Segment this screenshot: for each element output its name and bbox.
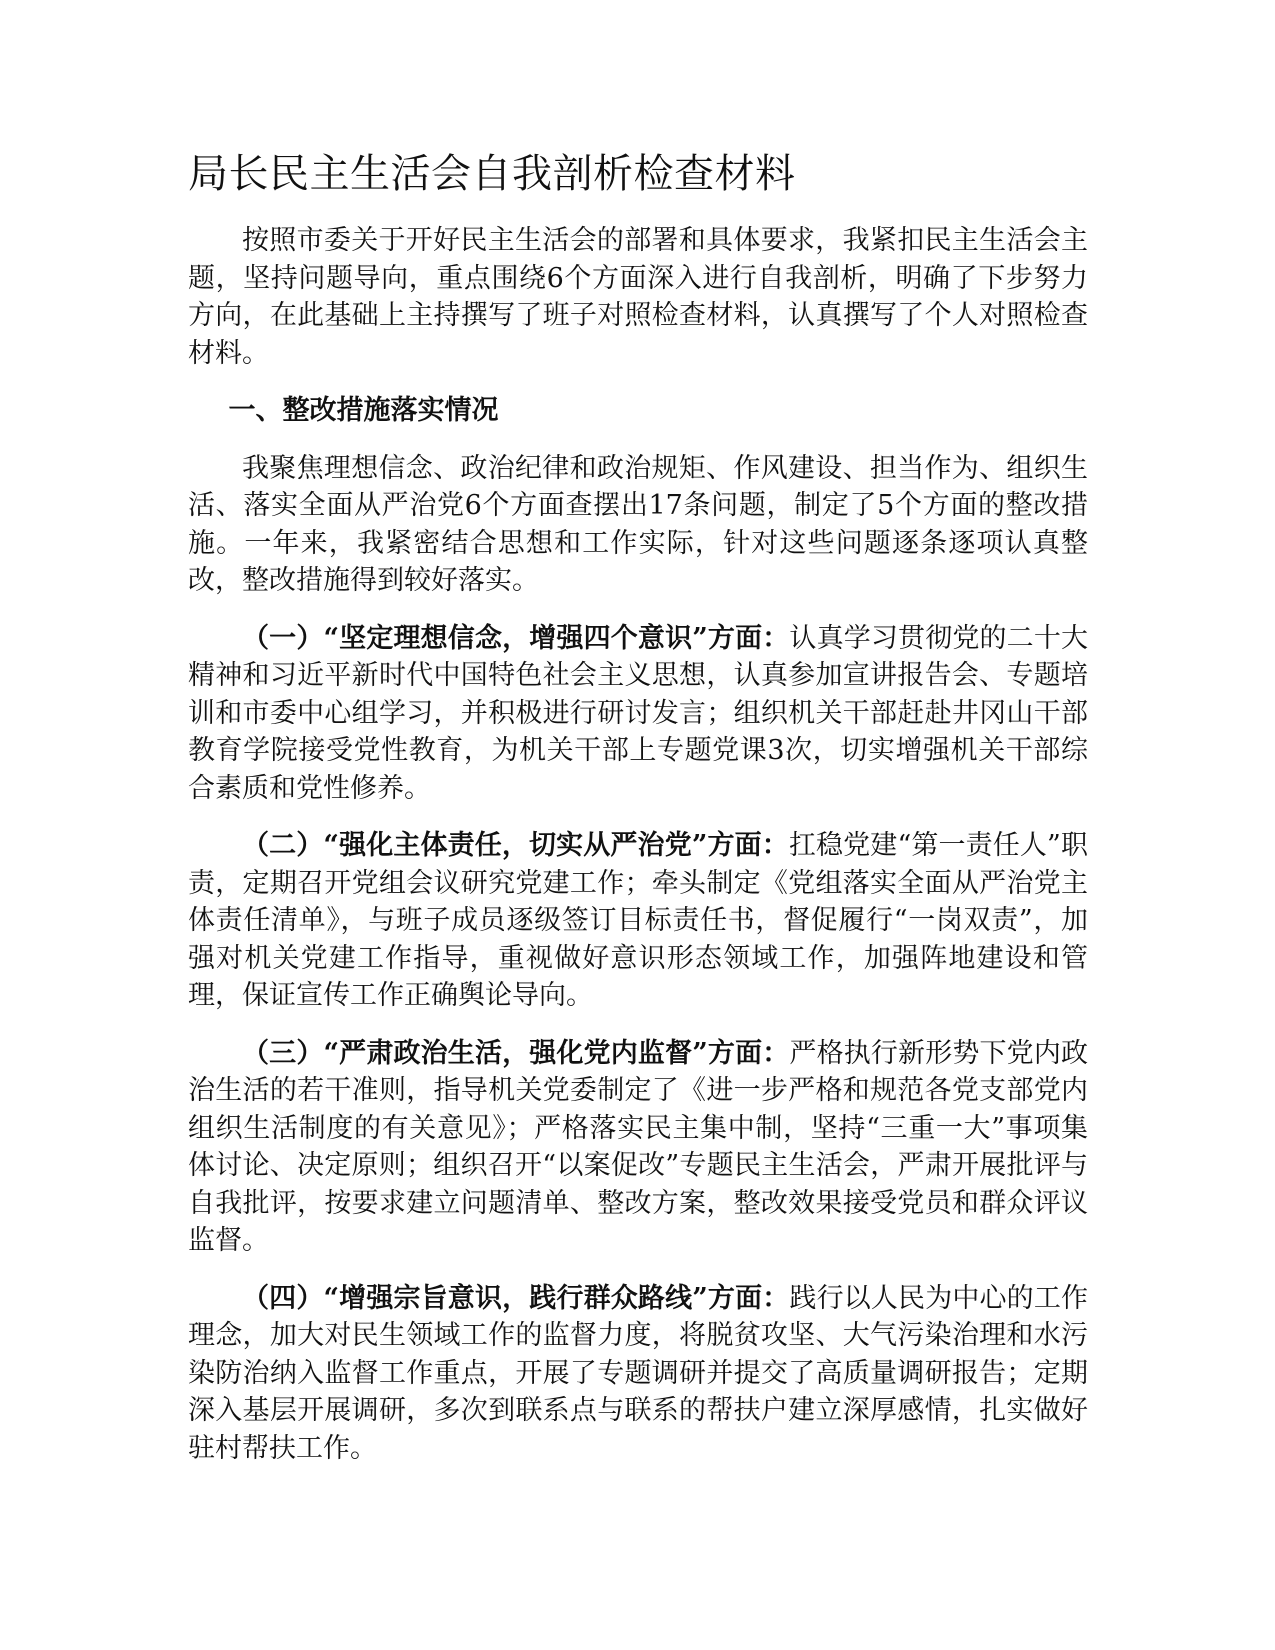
section-heading: 一、整改措施落实情况 — [228, 395, 499, 426]
item-lead: （三）“严肃政治生活，强化党内监督”方面： — [242, 1037, 790, 1069]
item-text: 认真学习贯彻党的二十大精神和习近平新时代中国特色社会主义思想，认真参加宣讲报告会、专题培训和市委中心组学习，并积极进行研讨发言；组织机关干部赶赴井冈山干部教育学院接受党性教育，为机关干部上专题党课3次，切实增强机关干部综合素质和党性修养。 — [188, 622, 1088, 804]
item-paragraph — [188, 827, 1088, 1015]
item-paragraph — [188, 1280, 1088, 1468]
document-title: 局长民主生活会自我剖析检查材料 — [188, 151, 796, 197]
section-summary-paragraph: 我聚焦理想信念、政治纪律和政治规矩、作风建设、担当作为、组织生活、落实全面从严治党6个方面查摆出17条问题，制定了5个方面的整改措施。一年来，我紧密结合思想和工作实际，针对这些问题逐条逐项认真整改，整改措施得到较好落实。 — [188, 452, 1088, 596]
item-paragraph — [188, 620, 1088, 808]
item-lead: （二）“强化主体责任，切实从严治党”方面： — [242, 830, 789, 861]
item-text: 扛稳党建“第一责任人”职责，定期召开党组会议研究党建工作；牵头制定《党组落实全面从严治党主体责任清单》，与班子成员逐级签订目标责任书，督促履行“一岗双责”，加强对机关党建工作指导，重视做好意识形态领域工作，加强阵地建设和管理，保证宣传工作正确舆论导向。 — [188, 830, 1088, 1011]
intro-paragraph: 按照市委关于开好民主生活会的部署和具体要求，我紧扣民主生活会主题，坚持问题导向，重点围绕6个方面深入进行自我剖析，明确了下步努力方向，在此基础上主持撰写了班子对照检查材料，认真撰写了个人对照检查材料。 — [188, 225, 1088, 369]
item-text: 严格执行新形势下党内政治生活的若干准则，指导机关党委制定了《进一步严格和规范各党支部党内组织生活制度的有关意见》；严格落实民主集中制，坚持“三重一大”事项集体讨论、决定原则；组织召开“以案促改”专题民主生活会，严肃开展批评与自我批评，按要求建立问题清单、整改方案，整改效果接受党员和群众评议监督。 — [188, 1037, 1088, 1256]
document-page — [188, 148, 1088, 1487]
item-paragraph — [188, 1035, 1088, 1260]
item-text: 践行以人民为中心的工作理念，加大对民生领域工作的监督力度，将脱贫攻坚、大气污染治理和水污染防治纳入监督工作重点，开展了专题调研并提交了高质量调研报告；定期深入基层开展调研，多次到联系点与联系的帮扶户建立深厚感情，扎实做好驻村帮扶工作。 — [188, 1282, 1088, 1464]
item-lead: （一）“坚定理想信念，增强四个意识”方面： — [242, 622, 790, 654]
item-lead: （四）“增强宗旨意识，践行群众路线”方面： — [242, 1282, 790, 1314]
